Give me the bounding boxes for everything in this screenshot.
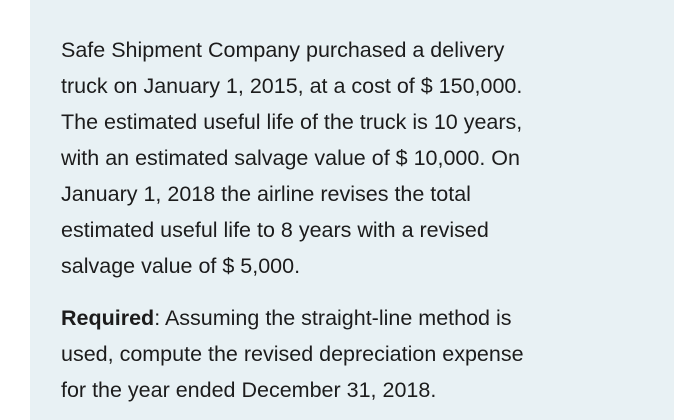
text-line: January 1, 2018 the airline revises the total	[61, 182, 471, 206]
text-line	[61, 300, 651, 336]
text-line: used, compute the revised depreciation expense	[61, 342, 524, 366]
text-line: The estimated useful life of the truck is 10 years,	[61, 110, 523, 134]
problem-statement	[61, 32, 651, 284]
text-line: Safe Shipment Company purchased a delivery	[61, 38, 505, 62]
text-line: estimated useful life to 8 years with a revised	[61, 218, 489, 242]
question-text	[61, 32, 651, 408]
required-text: : Assuming the straight-line method is	[154, 306, 512, 330]
text-line: salvage value of $ 5,000.	[61, 254, 301, 278]
required-label: Required	[61, 306, 155, 330]
text-line: for the year ended December 31, 2018.	[61, 378, 437, 402]
text-line: with an estimated salvage value of $ 10,000. On	[61, 146, 520, 170]
text-line: truck on January 1, 2015, at a cost of $ 150,000.	[61, 74, 523, 98]
required-section	[61, 300, 651, 408]
